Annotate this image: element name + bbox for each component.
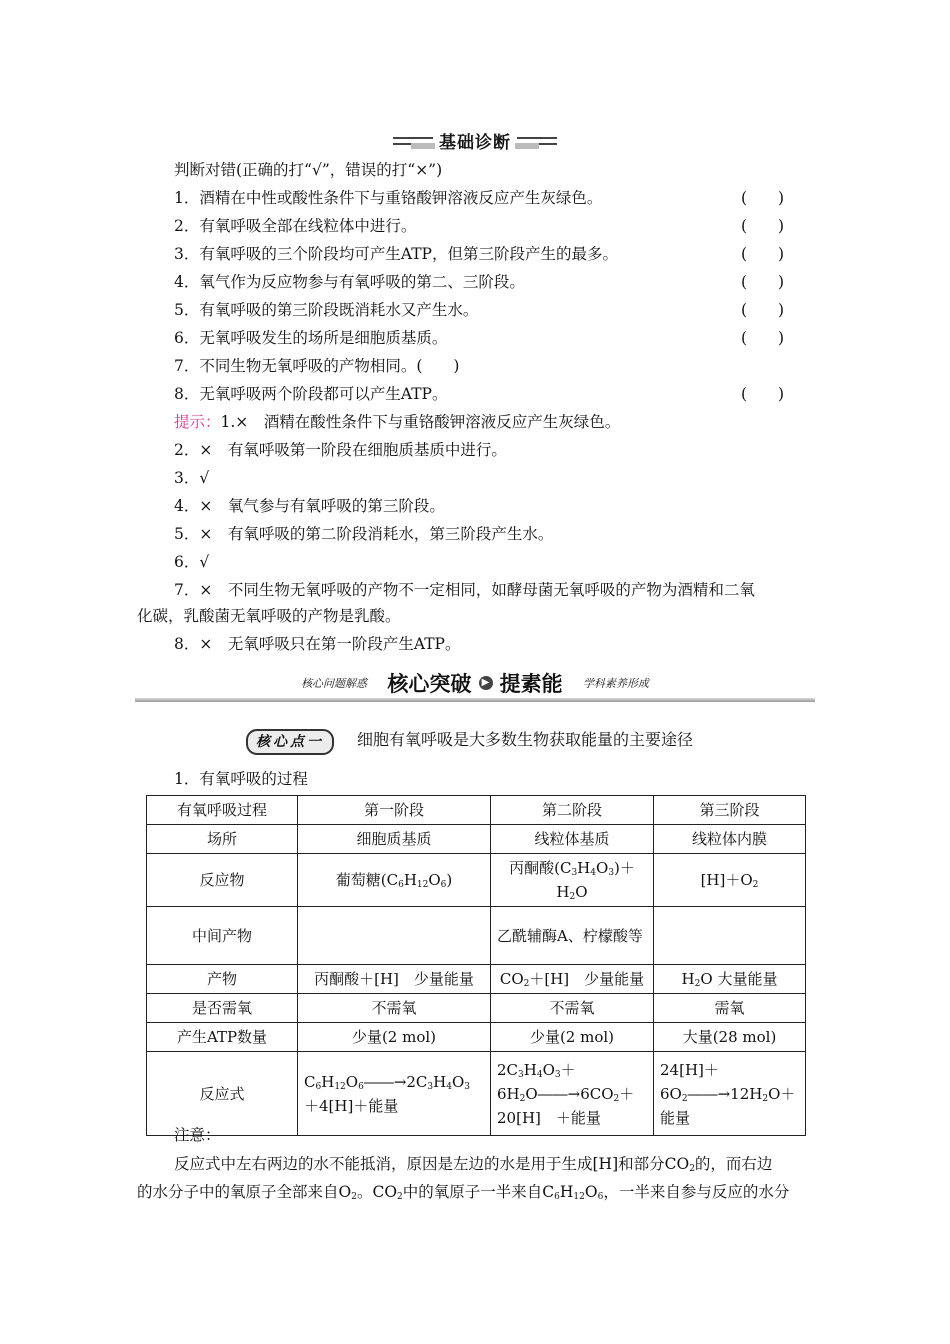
table-cell: 乙酰辅酶A、柠檬酸等	[491, 907, 654, 965]
row-label: 反应物	[147, 854, 298, 907]
table-header-cell: 有氧呼吸过程	[147, 796, 298, 825]
table-row	[147, 1052, 806, 1136]
row-label: 产物	[147, 965, 298, 994]
table-cell: $CO_2+[H]$ 少量能量	[491, 965, 654, 994]
table-header-cell: 第一阶段	[298, 796, 491, 825]
table-cell: 细胞质基质	[298, 825, 491, 854]
question-8: 8．无氧呼吸两个阶段都可以产生ATP。	[174, 385, 448, 403]
table-cell: 葡萄糖$(C_6H_{12}O_6)$	[298, 854, 491, 907]
note-line-1: 反应式中左右两边的水不能抵消，原因是左边的水是用于生成[H]和部分$CO_2$的，而右边	[174, 1155, 773, 1174]
answer-paren-8: ( )	[741, 385, 785, 403]
answer-paren-4: ( )	[741, 273, 785, 291]
hint-line-1	[174, 412, 620, 432]
question-4: 4．氧气作为反应物参与有氧呼吸的第二、三阶段。	[174, 273, 525, 291]
hint-answer-7-cont: 化碳，乳酸菌无氧呼吸的产物是乳酸。	[137, 607, 401, 625]
row-label: 反应式	[147, 1052, 298, 1136]
arrow-right-icon: ▶	[479, 676, 493, 690]
aerobic-respiration-table	[146, 795, 806, 1136]
section-title: 基础诊断	[435, 133, 515, 153]
table-row	[147, 825, 806, 854]
question-1: 1．酒精在中性或酸性条件下与重铬酸钾溶液反应产生灰绿色。	[174, 189, 603, 207]
table-cell: $24[H]+6O_2――\to 12H_2O+$能量	[654, 1052, 806, 1136]
table-cell: 少量(2 mol)	[298, 1023, 491, 1052]
answer-paren-6: ( )	[741, 329, 785, 347]
hint-answer-2: 2．× 有氧呼吸第一阶段在细胞质基质中进行。	[174, 441, 507, 459]
row-label: 中间产物	[147, 907, 298, 965]
table-cell: $H_2O$ 大量能量	[654, 965, 806, 994]
section-title-block	[0, 128, 950, 153]
question-2: 2．有氧呼吸全部在线粒体中进行。	[174, 217, 417, 235]
table-cell: 丙酮酸$(C_3H_4O_3)+H_2O$	[491, 854, 654, 907]
hint-answer-5: 5．× 有氧呼吸的第二阶段消耗水，第三阶段产生水。	[174, 525, 554, 543]
answer-paren-2: ( )	[741, 217, 785, 235]
hint-answer-7: 7．× 不同生物无氧呼吸的产物不一定相同，如酵母菌无氧呼吸的产物为酒精和二氧	[174, 581, 755, 599]
row-label: 产生ATP数量	[147, 1023, 298, 1052]
row-label: 是否需氧	[147, 994, 298, 1023]
table-cell	[298, 907, 491, 965]
banner-left-text: 核心问题解惑	[301, 677, 368, 690]
banner-main-1: 核心突破	[387, 672, 472, 696]
table-row	[147, 965, 806, 994]
hint-answer-6: 6．√	[174, 553, 210, 571]
table-cell: $2C_3H_4O_3+6H_2O――\to 6CO_2+20[H]$ ＋能量	[491, 1052, 654, 1136]
table-cell: 线粒体基质	[491, 825, 654, 854]
core-point-badge: 核心点一	[246, 729, 334, 755]
answer-paren-5: ( )	[741, 301, 785, 319]
table-cell: $[H]+O_2$	[654, 854, 806, 907]
note-label: 注意：	[174, 1126, 221, 1144]
hint-answer-8: 8．× 无氧呼吸只在第一阶段产生ATP。	[174, 635, 461, 653]
banner-right-text: 学科素养形成	[582, 677, 649, 690]
question-7: 7．不同生物无氧呼吸的产物相同。( )	[174, 357, 460, 375]
table-cell: 少量(2 mol)	[491, 1023, 654, 1052]
question-3: 3．有氧呼吸的三个阶段均可产生ATP，但第三阶段产生的最多。	[174, 245, 618, 263]
core-breakthrough-banner	[135, 668, 815, 702]
table-row	[147, 854, 806, 907]
table-cell: 不需氧	[491, 994, 654, 1023]
question-5: 5．有氧呼吸的第三阶段既消耗水又产生水。	[174, 301, 479, 319]
table-cell: 需氧	[654, 994, 806, 1023]
table-cell: 线粒体内膜	[654, 825, 806, 854]
table-cell: 不需氧	[298, 994, 491, 1023]
subheading: 1．有氧呼吸的过程	[174, 770, 308, 788]
hint-answer-4: 4．× 氧气参与有氧呼吸的第三阶段。	[174, 497, 445, 515]
answer-paren-1: ( )	[741, 189, 785, 207]
table-header-cell: 第三阶段	[654, 796, 806, 825]
table-cell	[654, 907, 806, 965]
question-6: 6．无氧呼吸发生的场所是细胞质基质。	[174, 329, 448, 347]
table-row	[147, 907, 806, 965]
core-point-title: 细胞有氧呼吸是大多数生物获取能量的主要途径	[357, 730, 694, 749]
hint-answer-1: 1.× 酒精在酸性条件下与重铬酸钾溶液反应产生灰绿色。	[220, 413, 621, 431]
row-label: 场所	[147, 825, 298, 854]
table-cell: 丙酮酸＋[H] 少量能量	[298, 965, 491, 994]
answer-paren-3: ( )	[741, 245, 785, 263]
table-row	[147, 1023, 806, 1052]
table-header-cell: 第二阶段	[491, 796, 654, 825]
instruction: 判断对错(正确的打“√”，错误的打“×”)	[174, 161, 443, 179]
banner-main-2: 提素能	[499, 672, 563, 696]
table-header-row	[147, 796, 806, 825]
table-cell: $C_6H_{12}O_6――\to 2C_3H_4O_3+4[H]+$能量	[298, 1052, 491, 1136]
table-cell: 大量(28 mol)	[654, 1023, 806, 1052]
note-line-2: 的水分子中的氧原子全部来自$O_2$。$CO_2$中的氧原子一半来自$C_6H_{12}O_6$，一半来自参与反应的水分	[137, 1183, 790, 1202]
banner-rule	[135, 698, 815, 702]
table-row	[147, 994, 806, 1023]
hint-label: 提示：	[174, 413, 221, 431]
hint-answer-3: 3．√	[174, 469, 210, 487]
